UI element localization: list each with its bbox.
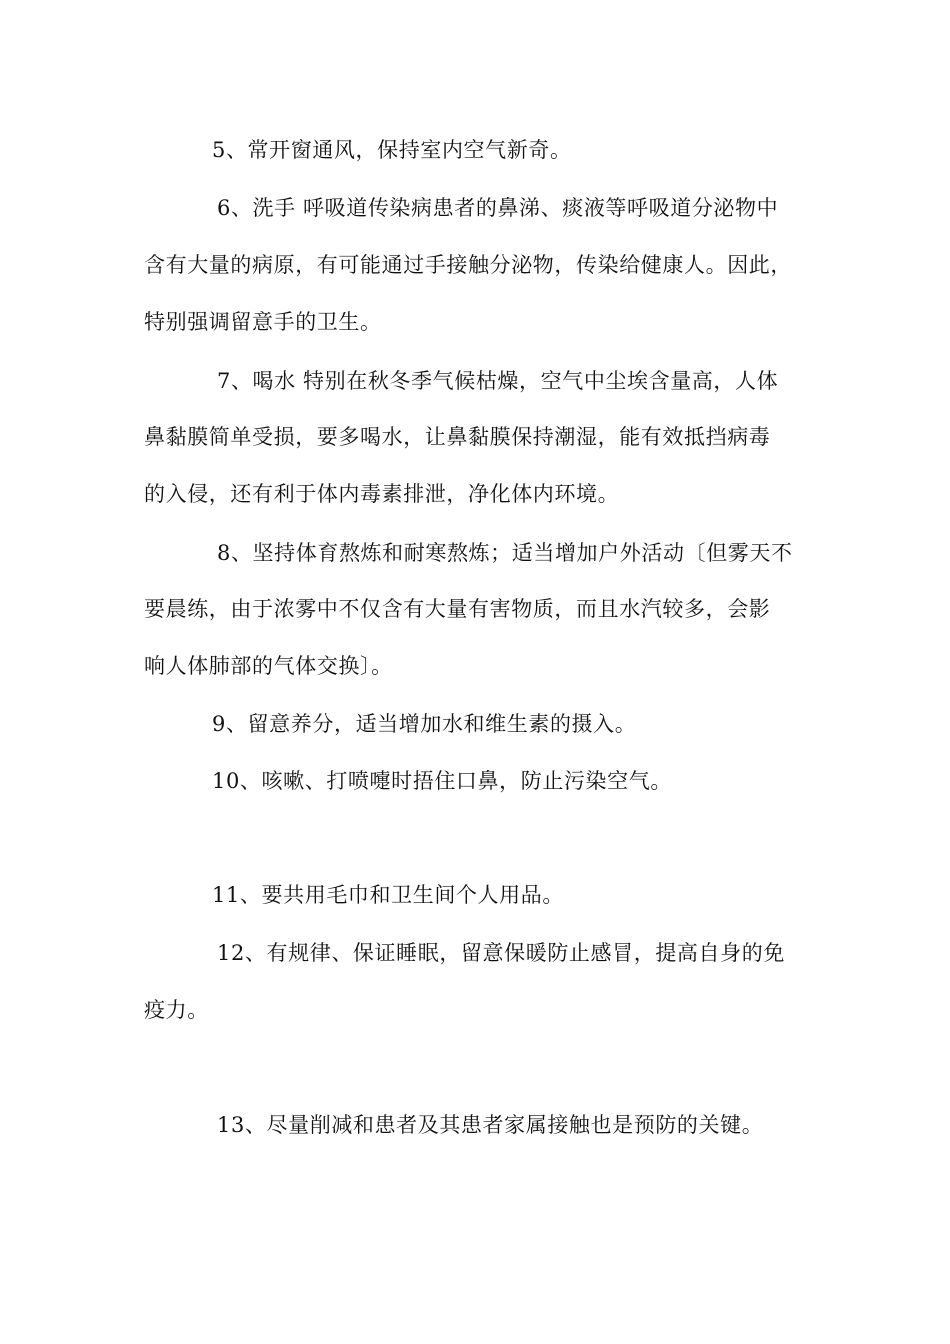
item-11-line-1: 11、要共用毛巾和卫生间个人用品。: [212, 883, 564, 907]
item-7-line-2: 鼻黏膜简单受损，要多喝水，让鼻黏膜保持潮湿，能有效抵挡病毒: [144, 425, 771, 449]
item-9-line-1: 9、留意养分，适当增加水和维生素的摄入。: [212, 712, 637, 736]
item-5-line-1: 5、常开窗通风，保持室内空气新奇。: [212, 138, 572, 162]
item-8-line-1: 8、坚持体育熬炼和耐寒熬炼；适当增加户外活动〔但雾天不: [217, 541, 793, 565]
item-6-line-1: 6、洗手 呼吸道传染病患者的鼻涕、痰液等呼吸道分泌物中: [217, 196, 779, 220]
item-7-line-3: 的入侵，还有利于体内毒素排泄，净化体内环境。: [144, 482, 620, 506]
item-10-line-1: 10、咳嗽、打喷嚏时捂住口鼻，防止污染空气。: [212, 769, 672, 793]
item-6-line-3: 特别强调留意手的卫生。: [144, 310, 382, 334]
item-13-line-1: 13、尽量削减和患者及其患者家属接触也是预防的关键。: [217, 1113, 764, 1137]
item-8-line-2: 要晨练，由于浓雾中不仅含有大量有害物质，而且水汽较多，会影: [144, 597, 771, 621]
item-12-line-2: 疫力。: [144, 998, 209, 1022]
item-6-line-2: 含有大量的病原，有可能通过手接触分泌物，传染给健康人。因此，: [144, 253, 792, 277]
item-8-line-3: 响人体肺部的气体交换〕。: [144, 654, 393, 678]
item-7-line-1: 7、喝水 特别在秋冬季气候枯燥，空气中尘埃含量高，人体: [217, 369, 779, 393]
item-12-line-1: 12、有规律、保证睡眠，留意保暖防止感冒，提高自身的免: [217, 941, 785, 965]
